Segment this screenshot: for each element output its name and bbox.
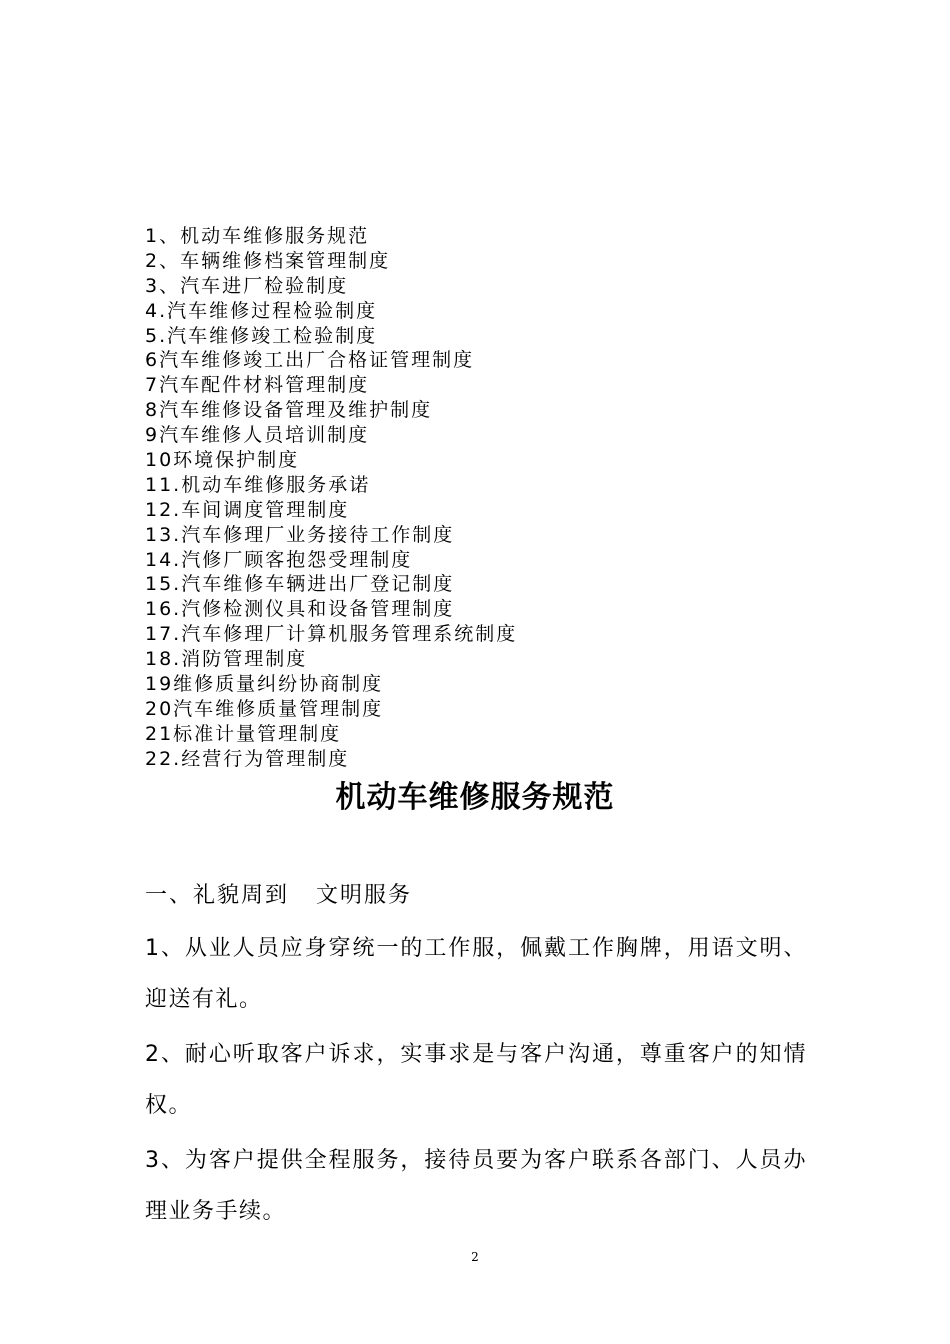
toc-item: 11.机动车维修服务承诺	[145, 473, 371, 496]
paragraph: 2、耐心听取客户诉求，实事求是与客户沟通，尊重客户的知情权。	[145, 1042, 807, 1118]
toc-item: 19维修质量纠纷协商制度	[145, 673, 384, 696]
table-of-contents	[145, 224, 845, 772]
paragraph: 3、为客户提供全程服务，接待员要为客户联系各部门、人员办理业务手续。	[145, 1148, 807, 1224]
toc-item: 10环境保护制度	[145, 449, 300, 472]
toc-item: 7汽车配件材料管理制度	[145, 374, 370, 397]
toc-item: 2、车辆维修档案管理制度	[145, 249, 391, 272]
toc-item: 17.汽车修理厂计算机服务管理系统制度	[145, 623, 518, 646]
page-number: 2	[471, 1250, 479, 1264]
toc-item: 9汽车维修人员培训制度	[145, 424, 370, 447]
toc-item: 16.汽修检测仪具和设备管理制度	[145, 598, 455, 621]
paragraph: 1、从业人员应身穿统一的工作服，佩戴工作胸牌，用语文明、迎送有礼。	[145, 936, 807, 1012]
toc-item: 14.汽修厂顾客抱怨受理制度	[145, 548, 413, 571]
document-title: 机动车维修服务规范	[335, 780, 615, 815]
toc-item: 8汽车维修设备管理及维护制度	[145, 399, 433, 422]
body-text	[145, 924, 807, 1242]
toc-item: 21标准计量管理制度	[145, 722, 342, 745]
toc-item: 13.汽车修理厂业务接待工作制度	[145, 523, 455, 546]
toc-item: 4.汽车维修过程检验制度	[145, 299, 378, 322]
toc-item: 18.消防管理制度	[145, 648, 308, 671]
section-heading: 一、礼貌周到 文明服务	[145, 883, 412, 908]
toc-item: 20汽车维修质量管理制度	[145, 697, 384, 720]
toc-item: 12.车间调度管理制度	[145, 498, 350, 521]
toc-item: 22.经营行为管理制度	[145, 747, 350, 770]
toc-item: 6汽车维修竣工出厂合格证管理制度	[145, 349, 475, 372]
toc-item: 3、汽车进厂检验制度	[145, 274, 349, 297]
toc-item: 1、机动车维修服务规范	[145, 225, 370, 247]
toc-item: 15.汽车维修车辆进出厂登记制度	[145, 573, 455, 596]
toc-item: 5.汽车维修竣工检验制度	[145, 324, 378, 347]
